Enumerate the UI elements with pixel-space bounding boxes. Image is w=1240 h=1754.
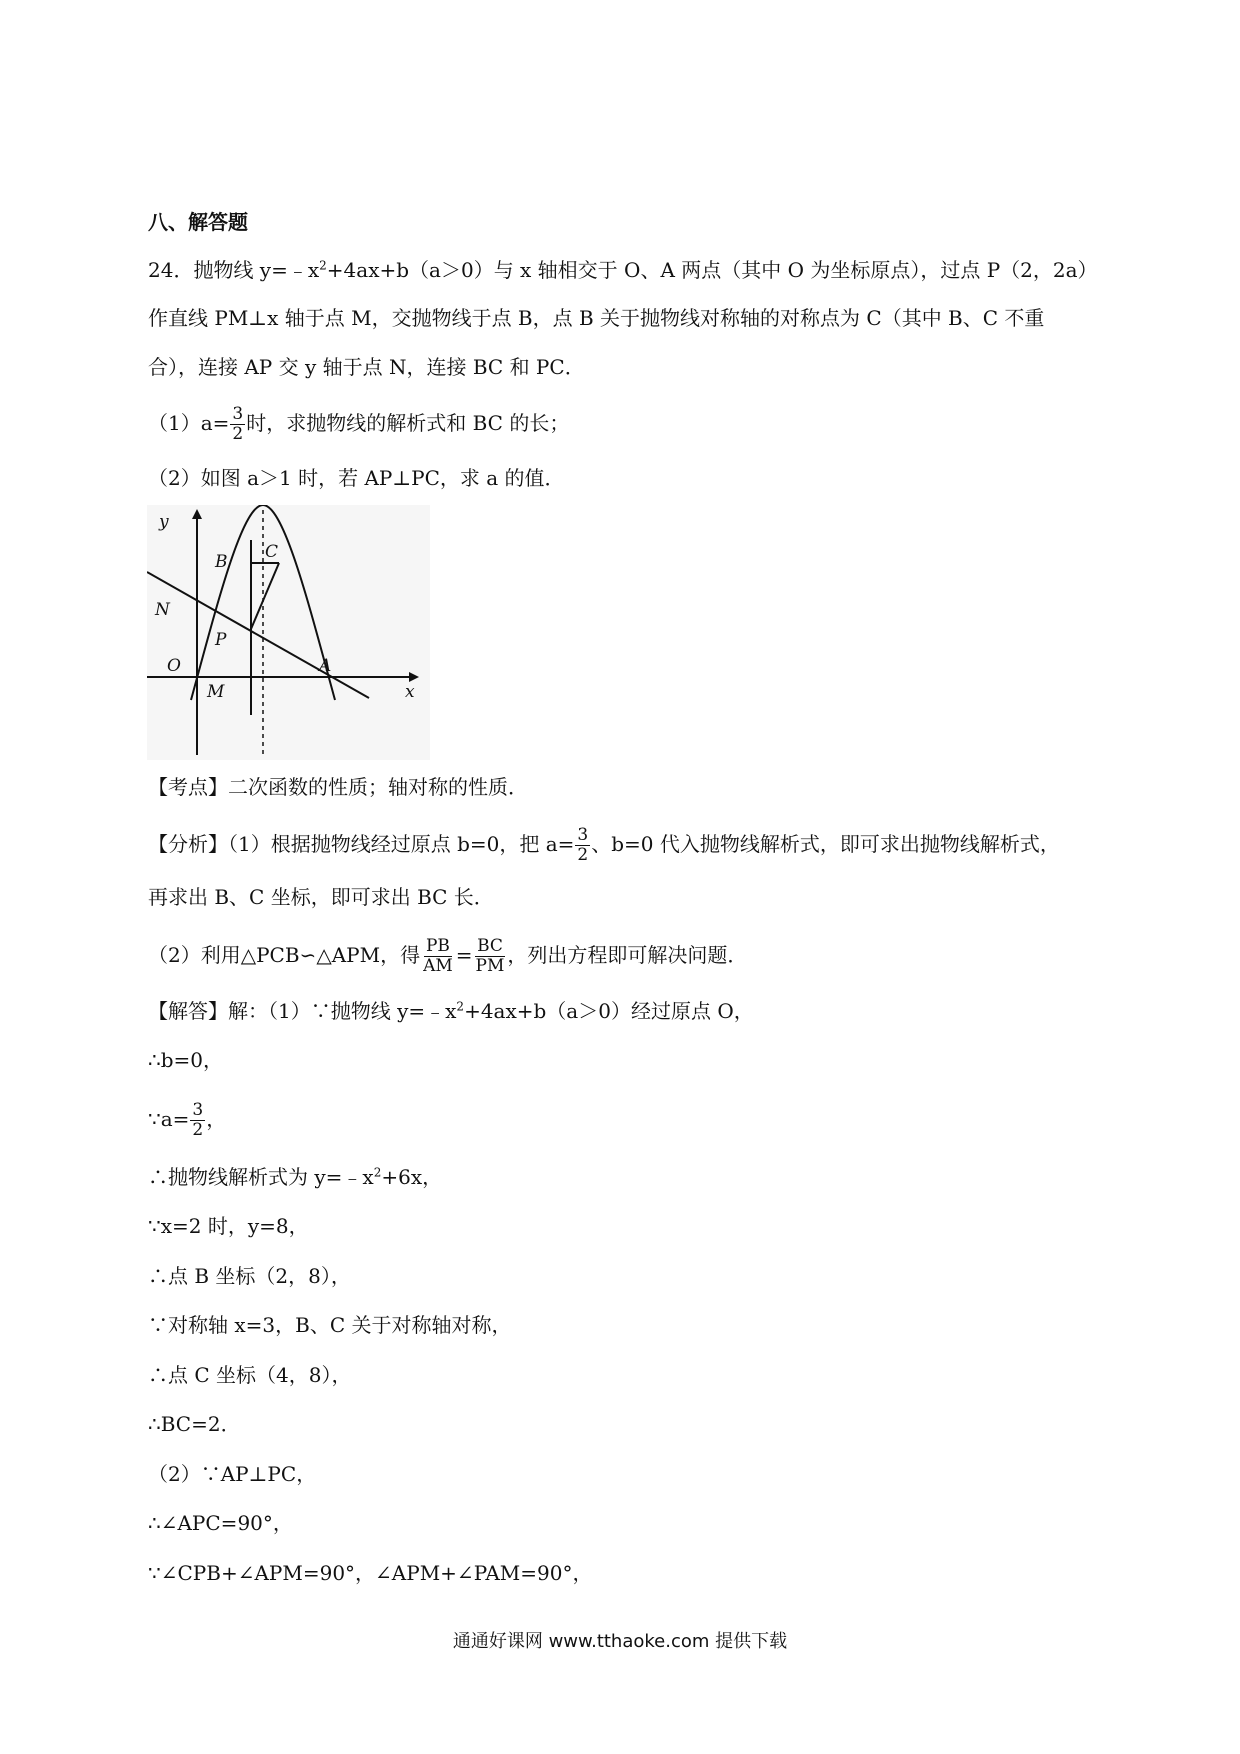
parabola-figure xyxy=(147,505,430,760)
jieda-line-6: ∴点 B 坐标（2，8）， xyxy=(148,1264,351,1288)
fraction: $\frac{3}{2}$ xyxy=(577,825,589,865)
fraction: $\frac{3}{2}$ xyxy=(232,404,244,444)
problem-line-1: 24．抛物线 $y=﹣x^2+4ax+b(a>0)$与 x 轴相交于 O、A 两点（其中 O 为坐标原点），过点 P（2，2a） xyxy=(148,258,1098,282)
jieda-line-7: ∵对称轴 x=3，B、C 关于对称轴对称， xyxy=(148,1313,512,1337)
fraction: $\frac{3}{2}$ xyxy=(192,1100,204,1140)
segment-pc xyxy=(251,563,279,629)
footer: 通通好课网 www.tthaoke.com 提供下载 xyxy=(452,1631,788,1652)
problem-line-2: 作直线 PM⊥x 轴于点 M，交抛物线于点 B，点 B 关于抛物线对称轴的对称点为 C（其中 B、C 不重 xyxy=(148,306,1045,330)
fenxi-line-3: （2）利用△PCB∽△APM，得 $\frac{PB}{AM}$ = $\frac{BC}{PM}$ ，列出方程即可解决问题． xyxy=(148,936,748,976)
label-y: y xyxy=(159,512,169,532)
label-n: N xyxy=(155,600,170,620)
label-c: C xyxy=(265,542,279,562)
jieda-line-3: ∵a= $\frac{3}{2}$ ， xyxy=(148,1100,227,1140)
label-m: M xyxy=(207,682,225,702)
section-title: 八、解答题 xyxy=(148,210,248,234)
jieda-line-8: ∴点 C 坐标（4，8）， xyxy=(148,1363,352,1387)
label-a: A xyxy=(319,656,332,676)
jieda-line-1: 【解答】解：（1）∵抛物线 $y=﹣x^2+4ax+b(a>0)$经过原点 O， xyxy=(148,999,754,1023)
jieda-line-10: （2）∵AP⊥PC， xyxy=(148,1462,317,1486)
x-axis-arrow xyxy=(409,672,419,682)
label-p: P xyxy=(215,630,227,650)
kaodian: 【考点】二次函数的性质；轴对称的性质． xyxy=(148,775,528,799)
label-o: O xyxy=(167,656,181,676)
label-b: B xyxy=(215,552,228,572)
jieda-line-9: ∴BC=2． xyxy=(148,1412,241,1436)
jieda-line-12: ∵∠CPB+∠APM=90°，∠APM+∠PAM=90°， xyxy=(148,1561,593,1585)
fraction-pb-am: $\frac{PB}{AM}$ xyxy=(423,936,453,976)
figure-svg xyxy=(147,505,430,760)
jieda-line-2: ∴b=0， xyxy=(148,1048,224,1072)
fenxi-line-1: 【分析】（1）根据抛物线经过原点 b=0，把 a= $\frac{3}{2}$ 、b=0 代入抛物线解析式，即可求出抛物线解析式， xyxy=(148,825,1060,865)
label-x: x xyxy=(405,682,415,702)
problem-part-2: （2）如图 a＞1 时，若 AP⊥PC，求 a 的值． xyxy=(148,466,565,490)
y-axis-arrow xyxy=(192,509,202,519)
line-ap xyxy=(147,572,369,698)
jieda-line-11: ∴∠APC=90°， xyxy=(148,1511,293,1535)
fenxi-line-2: 再求出 B、C 坐标，即可求出 BC 长． xyxy=(148,885,494,909)
problem-line-3: 合），连接 AP 交 y 轴于点 N，连接 BC 和 PC． xyxy=(148,355,585,379)
jieda-line-4: ∴抛物线解析式为 $y=﹣x^2+6x$， xyxy=(148,1165,443,1189)
fraction-bc-pm: $\frac{BC}{PM}$ xyxy=(475,936,505,976)
problem-part-1: （1）a= $\frac{3}{2}$ 时，求抛物线的解析式和 BC 的长； xyxy=(148,404,570,444)
jieda-line-5: ∵x=2 时，y=8， xyxy=(148,1214,309,1238)
